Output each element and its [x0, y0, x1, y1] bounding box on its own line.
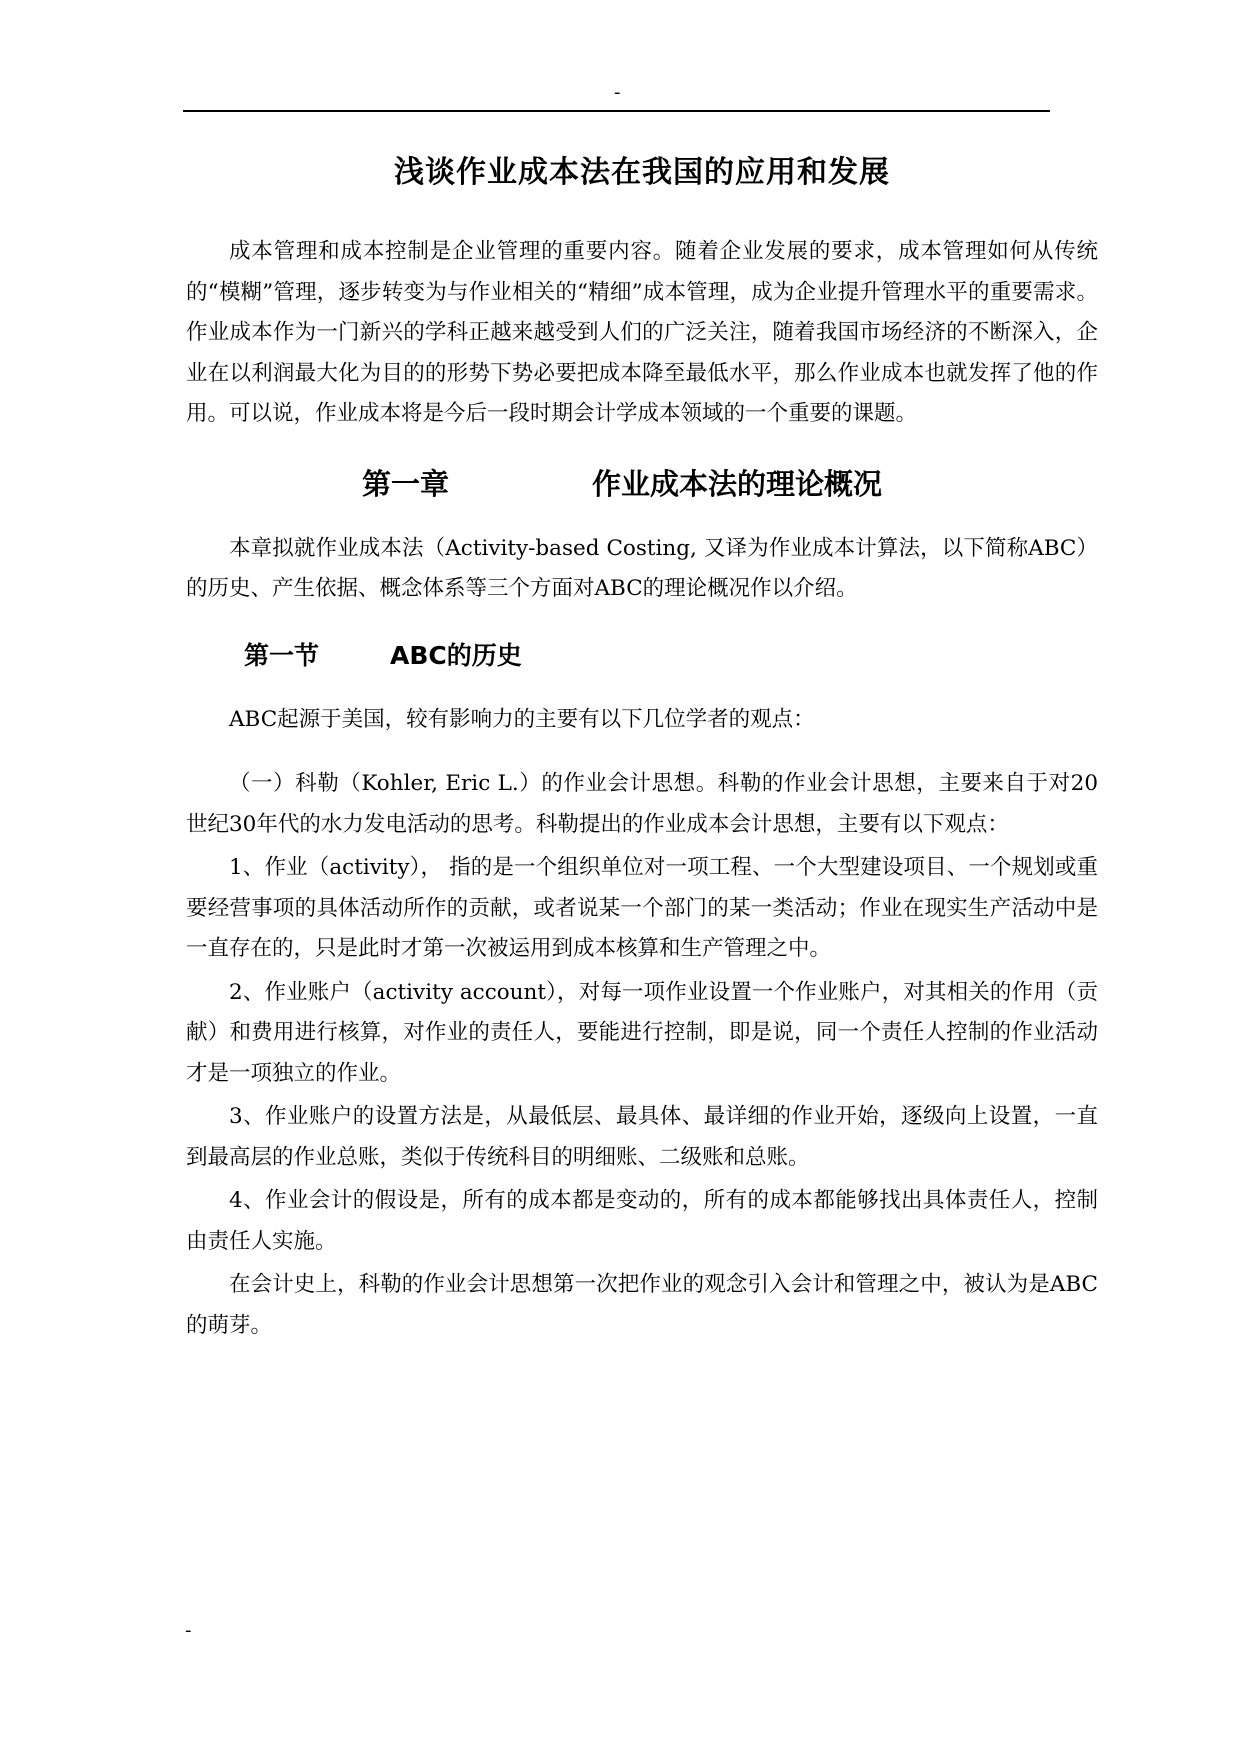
header-mark: -	[614, 82, 621, 103]
point-paragraph-4: 4、作业会计的假设是，所有的成本都是变动的，所有的成本都能够找出具体责任人，控制由责任人实施。	[186, 1188, 1098, 1254]
chapter-number: 第一章	[362, 466, 450, 501]
section-heading	[186, 636, 1098, 676]
document-body	[186, 150, 1098, 1346]
footer-mark: -	[185, 1620, 192, 1641]
point-paragraph-2: 2、作业账户（activity account），对每一项作业设置一个作业账户，对其相关的作用（贡献）和费用进行核算，对作业的责任人，要能进行控制，即是说，同一个责任人控制的作业活动才是一项独立的作业。	[186, 979, 1098, 1086]
origin-paragraph: ABC起源于美国，较有影响力的主要有以下几位学者的观点：	[229, 706, 815, 732]
header-rule	[183, 110, 1050, 112]
closing-paragraph: 在会计史上，科勒的作业会计思想第一次把作业的观念引入会计和管理之中，被认为是ABC的萌芽。	[186, 1272, 1098, 1338]
section-number: 第一节	[244, 640, 320, 670]
section-title: ABC的历史	[390, 640, 522, 670]
point-paragraph-3: 3、作业账户的设置方法是，从最低层、最具体、最详细的作业开始，逐级向上设置，一直到最高层的作业总账，类似于传统科目的明细账、二级账和总账。	[186, 1104, 1098, 1170]
document-title: 浅谈作业成本法在我国的应用和发展	[394, 155, 890, 190]
kohler-paragraph: （一）科勒（Kohler, Eric L.）的作业会计思想。科勒的作业会计思想，主要来自于对20世纪30年代的水力发电活动的思考。科勒提出的作业成本会计思想，主要有以下观点：	[186, 771, 1098, 837]
chapter-title: 作业成本法的理论概况	[592, 466, 883, 501]
chapter-heading	[186, 461, 1098, 507]
chapter-intro-paragraph: 本章拟就作业成本法（Activity-based Costing, 又译为作业成本计算法，以下简称ABC）的历史、产生依据、概念体系等三个方面对ABC的理论概况作以介绍。	[186, 535, 1098, 601]
point-paragraph-1: 1、作业（activity）， 指的是一个组织单位对一项工程、一个大型建设项目、一个规划或重要经营事项的具体活动所作的贡献，或者说某一个部门的某一类活动；作业在现实生产活动中是一直存在的，只是此时才第一次被运用到成本核算和生产管理之中。	[186, 855, 1098, 961]
intro-paragraph: 成本管理和成本控制是企业管理的重要内容。随着企业发展的要求，成本管理如何从传统的“模糊”管理，逐步转变为与作业相关的“精细”成本管理，成为企业提升管理水平的重要需求。作业成本作为一门新兴的学科正越来越受到人们的广泛关注，随着我国市场经济的不断深入，企业在以利润最大化为目的的形势下势必要把成本降至最低水平，那么作业成本也就发挥了他的作用。可以说，作业成本将是今后一段时期会计学成本领域的一个重要的课题。	[186, 239, 1098, 426]
